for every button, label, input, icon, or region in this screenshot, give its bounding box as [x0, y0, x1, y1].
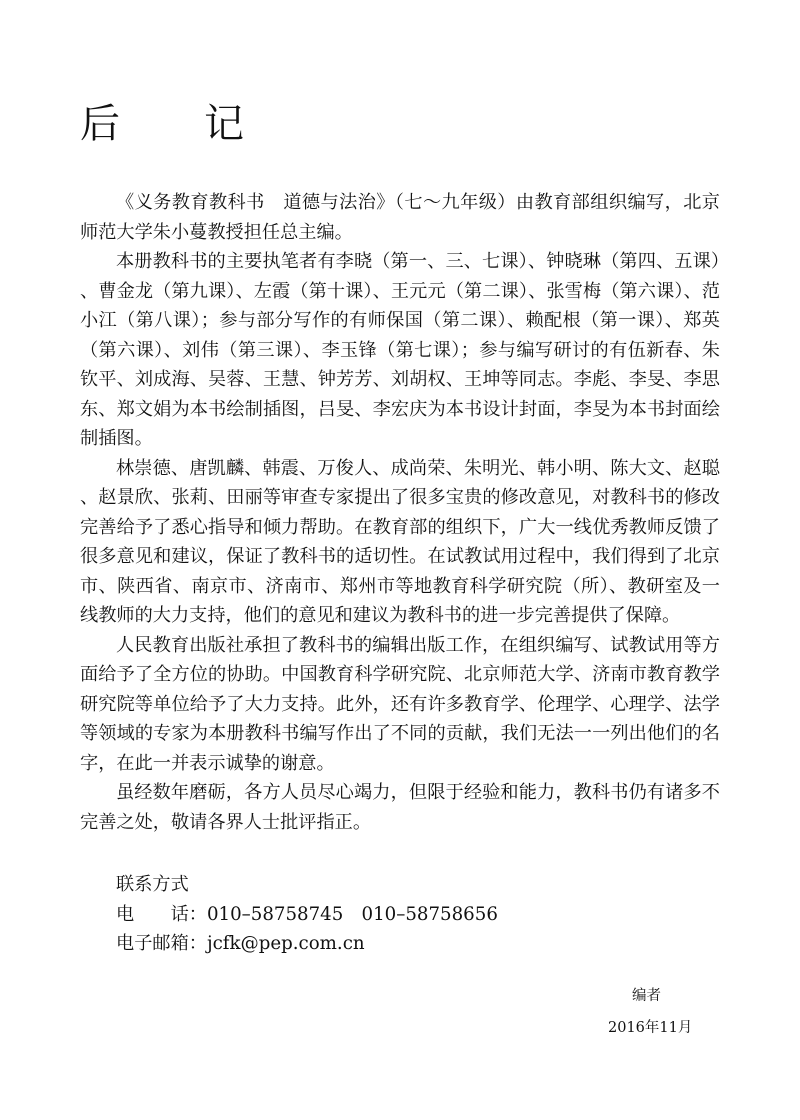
paragraph-intro: 《义务教育教科书 道德与法治》（七～九年级）由教育部组织编写，北京师范大学朱小蔓教授担任总主编。 — [80, 192, 720, 243]
page-title: 后 记 — [80, 101, 266, 147]
paragraph-authors: 本册教科书的主要执笔者有李晓（第一、三、七课）、钟晓琳（第四、五课）、曹金龙（第九课）、左霞（第十课）、王元元（第二课）、张雪梅（第六课）、范小江（第八课）；参与部分写作的有师保国（第二课）、赖配根（第一课）、郑英（第六课）、刘伟（第三课）、李玉锋（第七课）；参与编写研讨的有伍新春、朱钦平、刘成海、吴蓉、王慧、钟芳芳、刘胡权、王坤等同志。李彪、李旻、李思东、郑文娟为本书绘制插图，吕旻、李宏庆为本书设计封面，李旻为本书封面绘制插图。 — [80, 251, 720, 449]
paragraph-publisher: 人民教育出版社承担了教科书的编辑出版工作，在组织编写、试教试用等方面给予了全方位的协助。中国教育科学研究院、北京师范大学、济南市教育教学研究院等单位给予了大力支持。此外，还有许多教育学、伦理学、心理学、法学等领域的专家为本册教科书编写作出了不同的贡献，我们无法一一列出他们的名字，在此一并表示诚挚的谢意。 — [80, 634, 720, 774]
contact-info — [116, 870, 498, 959]
contact-email: 电子邮箱：jcfk@pep.com.cn — [116, 933, 365, 954]
signature-author: 编者 — [632, 988, 661, 1004]
contact-heading: 联系方式 — [116, 874, 189, 895]
signature-date: 2016年11月 — [608, 1020, 693, 1036]
paragraph-closing: 虽经数年磨砺，各方人员尽心竭力，但限于经验和能力，教科书仍有诸多不完善之处，敬请各界人士批评指正。 — [80, 782, 720, 833]
paragraph-reviewers: 林崇德、唐凯麟、韩震、万俊人、成尚荣、朱明光、韩小明、陈大文、赵聪、赵景欣、张莉、田丽等审查专家提出了很多宝贵的修改意见，对教科书的修改完善给予了悉心指导和倾力帮助。在教育部的组织下，广大一线优秀教师反馈了很多意见和建议，保证了教科书的适切性。在试教试用过程中，我们得到了北京市、陕西省、南京市、济南市、郑州市等地教育科学研究院（所）、教研室及一线教师的大力支持，他们的意见和建议为教科书的进一步完善提供了保障。 — [80, 457, 720, 626]
afterword-body — [80, 188, 720, 837]
contact-phone: 电 话：010–58758745 010–58758656 — [116, 903, 498, 925]
